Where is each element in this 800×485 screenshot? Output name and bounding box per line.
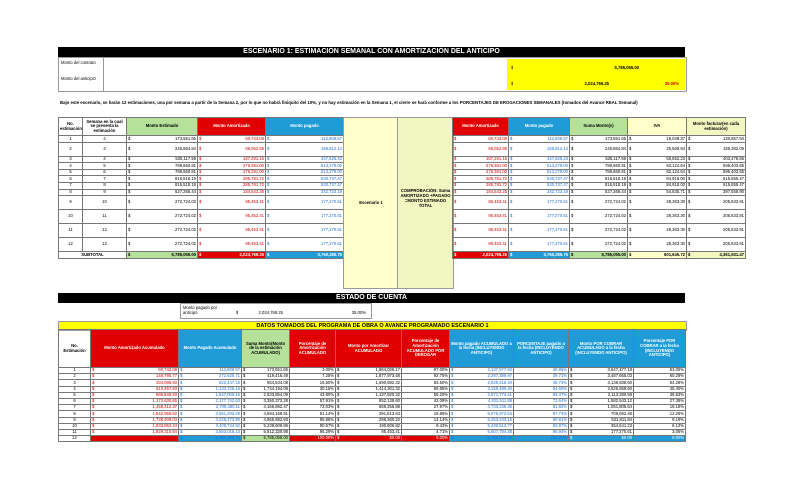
row-no: 12 <box>59 238 83 252</box>
row-no: 3 <box>59 156 83 163</box>
table-row: $ 86,052.69 $ 159,812.14 $ 245,864.84 $ 25,569.94 $ 185,382.09 <box>453 142 746 156</box>
col-r-suma-montos: Suma Monto(s) <box>570 118 628 136</box>
row-no: 9 <box>59 196 83 210</box>
table-row: 9 $ 1,738,409.03 $ 3,228,473.90 $ 4,966,882.93 85.86% $ 286,360.22 14.14% $ 5,253,243.15 90.81% $ 531,811.84 9.19% <box>59 417 686 423</box>
row-semana: 4 <box>83 156 127 163</box>
col2-suma-monto: Suma Monto(Monto de la estimación ACUMULADO) <box>242 330 290 368</box>
row-semana: 13 <box>83 238 127 252</box>
col-no-estimacion: No. estimación <box>59 118 83 136</box>
table-row: 5 6 $ 789,660.81 $ 276,381.00 $ 513,279.00 <box>59 169 344 176</box>
table-row: 7 $ 1,458,412.37 $ 2,708,480.11 $ 4,166,892.47 72.03% $ 566,356.88 27.97% $ 4,733,249.36 81.82% $ 1,051,805.64 18.18% <box>59 405 686 411</box>
table-row: $ 285,781.72 $ 530,737.47 $ 816,518.19 $ 84,918.00 $ 615,655.47 <box>454 175 744 181</box>
comprobacion-table <box>452 117 746 259</box>
programa-obra-table <box>58 329 686 442</box>
escenario-label: Escenario 1 <box>359 200 383 205</box>
table-row: $ 60,743.08 $ 112,808.57 $ 173,551.65 $ 18,049.37 $ 130,857.94 <box>454 135 744 141</box>
table-row: 9 10 $ 272,724.02 $ 95,453.41 $ 177,270.61 <box>59 196 344 210</box>
col2-por-amortizar: Monto por Amortizar ACUMULADO <box>336 330 402 368</box>
table-row: 1 $ 60,743.08 $ 112,808.57 $ 173,551.65 3.00% $ 1,964,026.17 97.00% $ 2,137,577.82 36.95% $ 3,647,477.18 63.05% <box>59 368 686 374</box>
table-row: 2 $ 146,795.77 $ 272,620.71 $ 419,416.49 7.25% $ 1,877,973.48 92.75% $ 2,297,389.97 39.71% $ 3,487,665.03 60.29% <box>59 374 686 380</box>
col2-no-estimacion: No. Estimación <box>59 330 91 368</box>
row-semana: 11 <box>83 210 127 224</box>
row-semana: 8 <box>83 182 127 189</box>
subtotal-row: $ 2,024,769.25 $ 3,760,285.75 $ 5,785,055.00 $ 601,645.72 $ 4,361,931.47 <box>454 251 744 257</box>
col-r-iva: IVA <box>628 118 687 136</box>
row-no: 8 <box>59 189 83 196</box>
row-semana: 5 <box>83 163 127 170</box>
table-row: $ 95,453.41 $ 177,270.61 $ 272,724.02 $ 28,363.30 $ 205,633.91 <box>453 210 746 224</box>
table-row: 6 7 $ 816,518.19 $ 285,781.72 $ 530,737.47 <box>59 176 344 183</box>
row-semana: 3 <box>83 142 127 156</box>
table-row: $ 95,453.41 $ 177,270.61 $ 272,724.02 $ 28,363.30 $ 205,633.91 <box>453 224 746 238</box>
table-row: $ 285,781.72 $ 530,737.47 $ 816,518.19 $ 84,918.00 $ 615,655.47 <box>454 182 744 188</box>
table-row: $ 276,381.00 $ 513,279.00 $ 789,660.81 $ 82,124.64 $ 595,403.65 <box>454 162 744 168</box>
programa-obra-title: DATOS TOMADOS DEL PROGRAMA DE OBRA O AVANCE PROGRAMADO ESCENARIO 1 <box>58 321 687 331</box>
subtotal-row: SUBTOTAL $ 5,785,055.00 $ 2,024,769.25 $ 3,760,285.75 <box>59 252 344 259</box>
table-row: 12 13 $ 272,724.02 $ 95,453.41 $ 177,270.61 <box>59 238 344 252</box>
monto-anticipo-label: Monto del anticipO <box>61 76 96 81</box>
col2-pct-por-derogar: Porcentaje de Amortización ACUMULADO POR DEROGAR <box>402 330 450 368</box>
escenario-column <box>343 117 399 289</box>
table-row: 4 $ 610,467.93 $ 1,133,726.15 $ 1,744,194.08 30.15% $ 1,414,301.32 69.85% $ 3,158,495.40 54.60% $ 2,626,559.60 45.40% <box>59 386 686 392</box>
table-row: 3 4 $ 535,117.59 $ 187,291.16 $ 347,826.43 <box>59 156 344 163</box>
col2-pct-por-cobrar: Porcentaje POR COBRAR a la fecha (INCLUYENDO ANTICIPO) <box>634 330 686 368</box>
col-monto-amortizado: Monto Amortizado <box>198 118 266 136</box>
row-no: 7 <box>59 182 83 189</box>
scenario-description: Bajo este escenario, se harán 12 estimaciones, una por semana a partir de la Semana 2, por lo que no habrá finiquito del 10%, y no hay estimación en la Semana 1, el cierre se hará conforme a los PORCENTAJES DE EROGACIONES SEMANALES (tomados del Avance REAL Semanal) <box>60 100 638 105</box>
col-monto-estimado: Monto Estimado <box>127 118 198 136</box>
col2-pagado-acumulado: Monto Pagado Acumulado <box>179 330 242 368</box>
table-row: 11 12 $ 272,724.02 $ 95,453.41 $ 177,270.61 <box>59 224 344 238</box>
col2-pagado-fecha: Monto pagado ACUMULADO a la fecha (INCLUYENDO ANTICIPO) <box>450 330 514 368</box>
row-semana: 10 <box>83 196 127 210</box>
row-no: 10 <box>59 210 83 224</box>
table-row: 12 $ 2,024,769.25 $ 3,760,285.75 $ 5,785,055.00 100.00% $ $0.00 0.00% $ 5,785,055.00 100.00% $ $0.00 0.00% <box>59 436 686 442</box>
info-block: Monto del contrato Monto del anticipO $ 5,785,055.00 $ 2,024,769.25 35.00% <box>58 57 687 92</box>
table-row: 8 9 $ 527,266.44 $ 184,543.25 $ 342,723.19 <box>59 189 344 196</box>
row-semana: 9 <box>83 189 127 196</box>
table-row: $ 95,453.41 $ 177,270.61 $ 272,724.02 $ 28,363.30 $ 205,633.91 <box>453 238 746 252</box>
table-row: $ 187,291.16 $ 347,826.43 $ 535,117.59 $ 55,652.23 $ 403,478.66 <box>454 156 744 162</box>
monto-anticipo-value: 2,024,769.25 <box>584 81 609 86</box>
col2-pct-pagado: PORCENTAJE pagado a la fecha (INCLUYENDO ANTICIPO) <box>514 330 569 368</box>
table-row: $ 95,453.41 $ 177,270.61 $ 272,724.02 $ 28,363.30 $ 205,633.91 <box>453 196 746 210</box>
col-semana: Semana en la cual se presenta la estimación <box>83 118 127 136</box>
comprobacion-column <box>397 117 454 289</box>
estado-cuenta-box: Monto pagado por anticipo $ 2,024,769.25 35.00% <box>180 303 372 319</box>
monto-pagado-anticipo-value: 2,024,769.25 <box>258 310 283 315</box>
row-semana: 12 <box>83 224 127 238</box>
row-no: 1 <box>59 136 83 143</box>
table-row: 1 2 $ 173,551.65 $ 60,743.08 $ 112,808.57 <box>59 136 344 143</box>
col-r-monto-amortizado: Monto Amortizado <box>453 118 509 136</box>
col2-por-cobrar: Monto POR COBRAR ACUMULADO a la fecha (INCLUYENDO ANTICIPO) <box>569 330 634 368</box>
col2-amortizado-acumulado: Monto Amortizado Acumulado <box>91 330 179 368</box>
table-row: 8 $ 1,642,955.62 $ 3,051,203.29 $ 4,694,158.91 81.14% $ 381,813.63 18.86% $ 5,075,972.54 87.74% $ 709,082.46 12.26% <box>59 411 686 417</box>
table-row: $ 184,543.25 $ 342,723.19 $ 527,266.44 $ 54,835.71 $ 397,558.90 <box>454 189 744 195</box>
table-row: 5 $ 886,848.93 $ 1,647,005.15 $ 2,533,854.09 43.80% $ 1,137,920.32 56.20% $ 3,671,774.41 63.47% $ 2,113,280.59 36.53% <box>59 392 686 398</box>
page-title: ESCENARIO 1: ESTIMACIÓN SEMANAL CON AMORTIZACIÓN DEL ANTICIPO <box>58 47 685 57</box>
row-semana: 6 <box>83 169 127 176</box>
table-row: 4 5 $ 789,660.81 $ 276,381.00 $ 513,279.00 <box>59 163 344 170</box>
table-row: 10 11 $ 272,724.02 $ 95,453.41 $ 177,270.61 <box>59 210 344 224</box>
comprobacion-text: COMPROBACIÓN: Suma AMORTIZADO +PAGADO =MONTO ESTIMADO TOTAL <box>400 188 451 208</box>
table-row: 7 8 $ 816,518.19 $ 285,781.72 $ 530,737.47 <box>59 182 344 189</box>
table-row: 2 3 $ 245,864.84 $ 86,052.69 $ 159,812.14 <box>59 142 344 156</box>
table-row: 10 $ 1,833,862.44 $ 3,405,744.52 $ 5,239,606.96 90.57% $ 190,906.82 9.43% $ 5,430,513.77 93.87% $ 354,541.23 6.13% <box>59 423 686 429</box>
col-r-monto-pagado: Monto pagado <box>509 118 570 136</box>
monto-pagado-anticipo-label: Monto pagado por anticipo <box>183 305 217 315</box>
row-semana: 7 <box>83 176 127 183</box>
anticipo-pct: 35.00% <box>664 81 679 86</box>
col-monto-pagado: Monto pagado <box>266 118 344 136</box>
monto-contrato-label: Monto del contrato <box>61 60 96 65</box>
table-row: 11 $ 1,929,315.84 $ 3,583,015.13 $ 5,512,330.98 95.29% $ 95,453.41 4.71% $ 5,607,784.38 96.94% $ 177,270.61 3.06% <box>59 429 686 435</box>
estado-cuenta-title: ESTADO DE CUENTA <box>58 293 685 303</box>
row-semana: 2 <box>83 136 127 143</box>
table-row: 3 $ 334,086.93 $ 620,447.15 $ 954,534.08 16.50% $ 1,690,682.32 83.50% $ 2,645,216.40 45.73% $ 3,139,838.60 54.28% <box>59 380 686 386</box>
row-no: 6 <box>59 176 83 183</box>
col-r-monto-facturar: Monto facturar(en cada estimación) <box>687 118 746 136</box>
estimaciones-table <box>58 117 344 259</box>
row-no: 5 <box>59 169 83 176</box>
monto-contrato-value: 5,785,055.00 <box>614 65 639 70</box>
table-row: $ 276,381.00 $ 513,279.00 $ 789,660.81 $ 82,124.64 $ 595,403.65 <box>454 169 744 175</box>
table-row: 6 $ 1,172,630.65 $ 2,177,742.63 $ 3,350,373.28 57.91% $ 852,138.60 42.09% $ 4,202,511.88 72.64% $ 1,582,543.12 27.36% <box>59 398 686 404</box>
row-no: 4 <box>59 163 83 170</box>
monto-pagado-anticipo-pct: 35.00% <box>351 310 366 315</box>
col2-pct-amortizacion: Porcentaje de Amortización ACUMULADO <box>290 330 336 368</box>
row-no: 11 <box>59 224 83 238</box>
row-no: 2 <box>59 142 83 156</box>
